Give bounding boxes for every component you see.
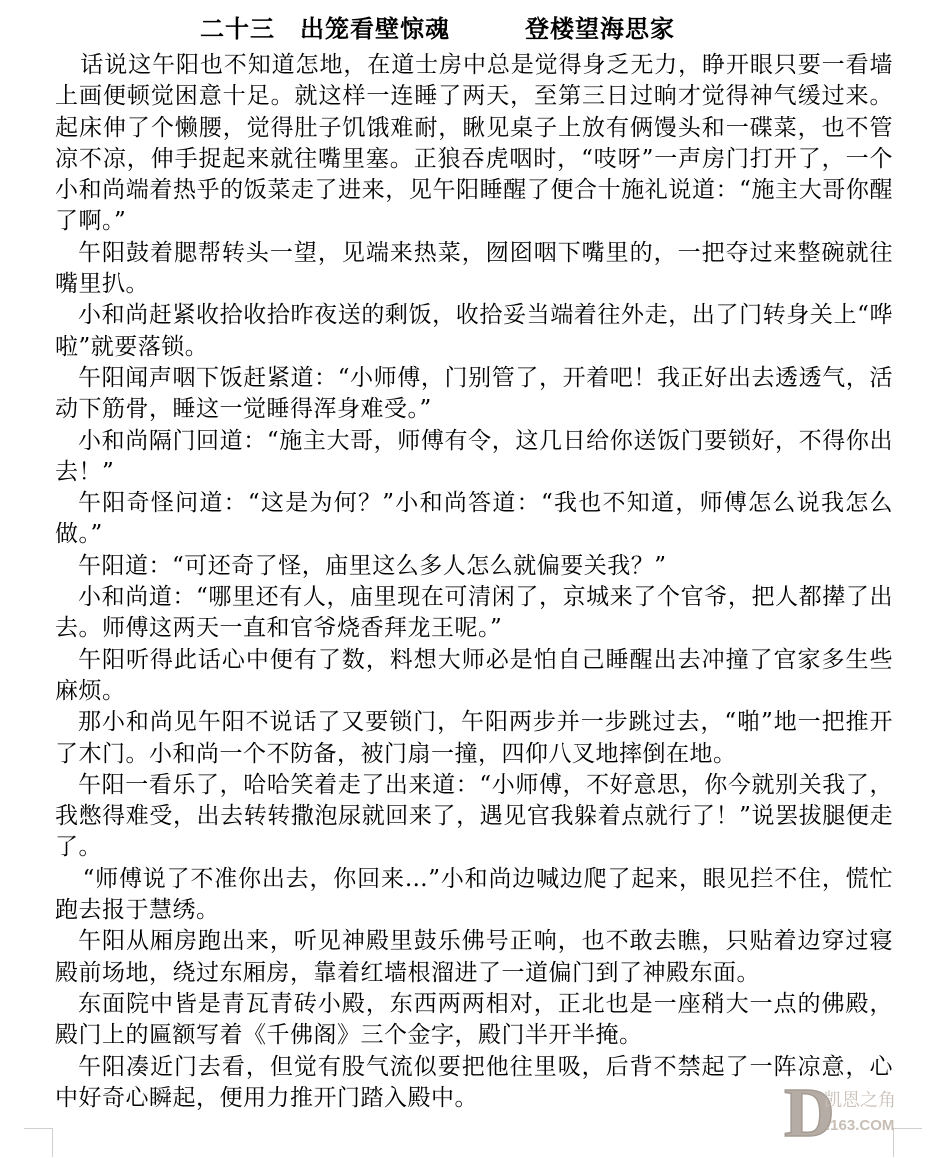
site-watermark-logo: [762, 1070, 942, 1150]
paragraph: 小和尚隔门回道：“施主大哥，师傅有令，这几日给你送饭门要锁好，不得你出去！”: [55, 427, 893, 485]
paragraph: 话说这午阳也不知道怎地，在道士房中总是觉得身乏无力，睁开眼只要一看墙上画便顿觉困意十足。就这样一连睡了两天，至第三日过晌才觉得神气缓过来。起床伸了个懒腰，觉得肚子饥饿难耐，瞅见桌子上放有俩馒头和一碟菜，也不管凉不凉，伸手捉起来就往嘴里塞。正狼吞虎咽时，“吱呀”一声房门打开了，一个小和尚端着热乎的饭菜走了进来，见午阳睡醒了便合十施礼说道：“施主大哥你醒了啊。”: [55, 52, 893, 235]
watermark-letter: D: [784, 1075, 835, 1150]
page-corner-mark-left: [24, 1128, 53, 1157]
paragraph: 午阳奇怪问道：“这是为何？”小和尚答道：“我也不知道，师傅怎么说我怎么做。”: [55, 490, 893, 548]
paragraph: 午阳闻声咽下饭赶紧道：“小师傅，门别管了，开着吧！我正好出去透透气，活动下筋骨，睡这一觉睡得浑身难受。”: [55, 364, 893, 423]
paragraph: 午阳听得此话心中便有了数，料想大师必是怕自己睡醒出去冲撞了官家多生些麻烦。: [55, 646, 893, 704]
chapter-body: [55, 50, 893, 1114]
paragraph: 午阳鼓着腮帮转头一望，见端来热菜，囫囵咽下嘴里的，一把夺过来整碗就往嘴里扒。: [55, 239, 893, 298]
watermark-name: 凯恩之角: [824, 1090, 896, 1111]
paragraph: “师傅说了不准你出去，你回来…”小和尚边喊边爬了起来，眼见拦不住，慌忙跑去报于慧绣。: [55, 865, 893, 924]
paragraph: 午阳一看乐了，哈哈笑着走了出来道：“小师傅，不好意思，你今就别关我了，我憋得难受，出去转转撒泡尿就回来了，遇见官我躲着点就行了！”说罢拔腿便走了。: [55, 771, 893, 861]
chapter-title: 二十三 出笼看壁惊魂 登楼望海思家: [200, 14, 675, 43]
paragraph: 那小和尚见午阳不说话了又要锁门，午阳两步并一步跳过去，“啪”地一把推开了木门。小和尚一个不防备，被门扇一撞，四仰八叉地摔倒在地。: [55, 709, 893, 767]
paragraph: 小和尚赶紧收拾收拾昨夜送的剩饭，收拾妥当端着往外走，出了门转身关上“哗啦”就要落锁。: [55, 302, 893, 360]
paragraph: 小和尚道：“哪里还有人，庙里现在可清闲了，京城来了个官爷，把人都撵了出去。师傅这两天一直和官爷烧香拜龙王呢。”: [55, 584, 893, 642]
paragraph: 午阳道：“可还奇了怪，庙里这么多人怎么就偏要关我？”: [78, 552, 667, 579]
paragraph: 午阳凑近门去看，但觉有股气流似要把他往里吸，后背不禁起了一阵凉意，心中好奇心瞬起，便用力推开门踏入殿中。: [55, 1053, 893, 1111]
paragraph: 午阳从厢房跑出来，听见神殿里鼓乐佛号正响，也不敢去瞧，只贴着边穿过寝殿前场地，绕过东厢房，靠着红墙根溜进了一道偏门到了神殿东面。: [55, 928, 893, 986]
watermark-domain: .163.COM: [826, 1117, 895, 1134]
paragraph: 东面院中皆是青瓦青砖小殿，东西两两相对，正北也是一座稍大一点的佛殿，殿门上的匾额写着《千佛阁》三个金字，殿门半开半掩。: [55, 990, 893, 1049]
